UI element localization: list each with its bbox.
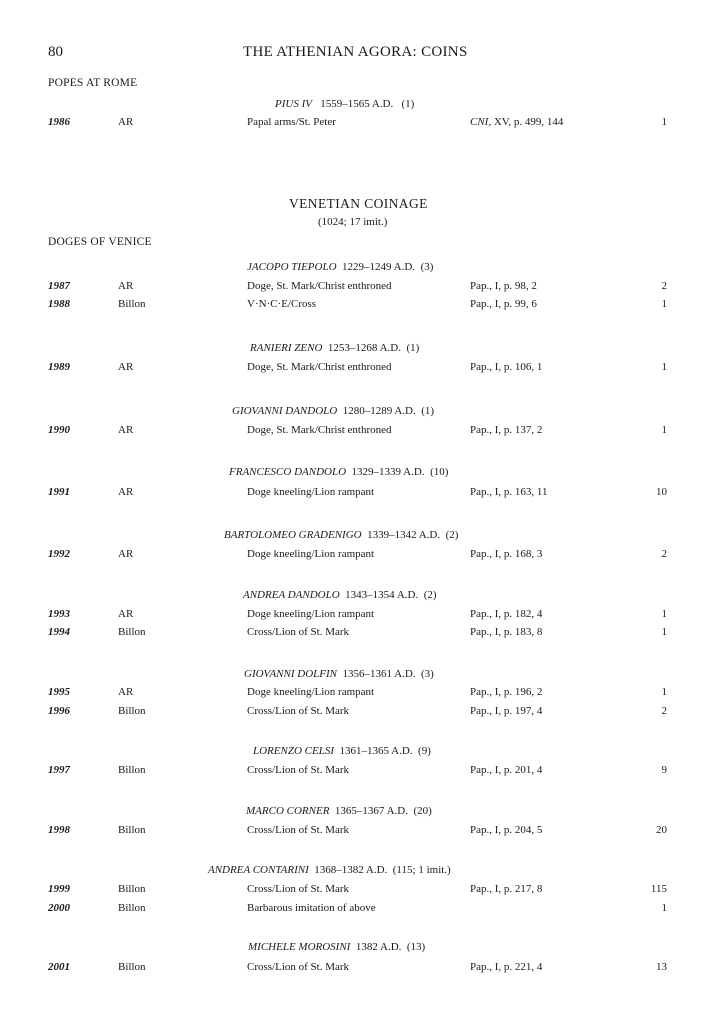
section-subtitle: (1024; 17 imit.) (318, 216, 388, 228)
table-row (0, 280, 719, 298)
description: Cross/Lion of St. Mark (247, 824, 350, 836)
count: 2 (661, 548, 667, 560)
catalog-number: 1999 (48, 883, 70, 895)
reference: Pap., I, p. 137, 2 (470, 424, 543, 436)
ruler-heading (248, 941, 425, 953)
reference: Pap., I, p. 196, 2 (470, 686, 543, 698)
ruler-dates: 1559–1565 A.D. (320, 98, 394, 110)
count: 1 (661, 686, 667, 698)
metal: Billon (118, 961, 146, 973)
table-row (0, 961, 719, 979)
reference: Pap., I, p. 204, 5 (470, 824, 543, 836)
count: 1 (661, 116, 667, 128)
ruler-count: (20) (413, 805, 432, 817)
catalog-number: 1992 (48, 548, 70, 560)
description: Doge, St. Mark/Christ enthroned (247, 280, 392, 292)
catalog-number: 2000 (48, 902, 70, 914)
table-row (0, 608, 719, 626)
ruler-name: RANIERI ZENO (250, 342, 323, 354)
ruler-heading (224, 529, 458, 541)
metal: AR (118, 608, 134, 620)
metal: AR (118, 424, 134, 436)
catalog-number: 1988 (48, 298, 70, 310)
catalog-number: 1987 (48, 280, 70, 292)
section-label-popes: POPES AT ROME (48, 77, 138, 89)
count: 13 (656, 961, 667, 973)
description: Cross/Lion of St. Mark (247, 626, 350, 638)
catalog-number: 2001 (48, 961, 70, 973)
reference: Pap., I, p. 163, 11 (470, 486, 548, 498)
description: Doge kneeling/Lion rampant (247, 486, 375, 498)
ruler-dates: 1368–1382 A.D. (314, 864, 388, 876)
ruler-name: PIUS IV (275, 98, 312, 110)
reference: Pap., I, p. 182, 4 (470, 608, 543, 620)
count: 1 (661, 361, 667, 373)
count: 20 (656, 824, 667, 836)
ruler-heading (246, 805, 432, 817)
ruler-heading (229, 466, 448, 478)
ruler-name: FRANCESCO DANDOLO (229, 466, 347, 478)
metal: AR (118, 116, 134, 128)
ruler-count: (2) (423, 589, 437, 601)
ruler-count: (1) (406, 342, 420, 354)
reference: Pap., I, p. 201, 4 (470, 764, 543, 776)
catalog-number: 1986 (48, 116, 70, 128)
metal: Billon (118, 883, 146, 895)
reference: Pap., I, p. 197, 4 (470, 705, 543, 717)
reference: Pap., I, p. 99, 6 (470, 298, 537, 310)
ruler-dates: 1329–1339 A.D. (351, 466, 425, 478)
metal: AR (118, 486, 134, 498)
table-row (0, 424, 719, 442)
count: 1 (661, 298, 667, 310)
ruler-heading (244, 668, 434, 680)
count: 1 (661, 626, 667, 638)
ruler-name: GIOVANNI DOLFIN (244, 668, 337, 680)
ruler-dates: 1382 A.D. (355, 941, 402, 953)
ruler-name: MARCO CORNER (246, 805, 330, 817)
ruler-dates: 1280–1289 A.D. (342, 405, 416, 417)
ruler-dates: 1253–1268 A.D. (327, 342, 401, 354)
reference-rest: XV, p. 499, 144 (491, 116, 564, 128)
running-title: THE ATHENIAN AGORA: COINS (243, 44, 468, 60)
ruler-count: (9) (418, 745, 431, 757)
count: 1 (661, 902, 667, 914)
description: Papal arms/St. Peter (247, 116, 336, 128)
catalog-number: 1990 (48, 424, 70, 436)
metal: Billon (118, 764, 146, 776)
ruler-count: (13) (406, 941, 426, 953)
description: Cross/Lion of St. Mark (247, 883, 350, 895)
count: 10 (656, 486, 667, 498)
table-row (0, 548, 719, 566)
description: Barbarous imitation of above (247, 902, 376, 914)
description: V·N·C·E/Cross (247, 298, 317, 310)
description: Cross/Lion of St. Mark (247, 705, 350, 717)
table-row (0, 686, 719, 704)
page-number: 80 (48, 44, 63, 60)
catalog-number: 1996 (48, 705, 70, 717)
table-row (0, 824, 719, 842)
description: Cross/Lion of St. Mark (247, 961, 350, 973)
ruler-count: (1) (401, 98, 415, 110)
metal: AR (118, 686, 134, 698)
catalog-number: 1997 (48, 764, 70, 776)
catalog-number: 1989 (48, 361, 70, 373)
ruler-count: (2) (445, 529, 459, 541)
description: Doge kneeling/Lion rampant (247, 686, 375, 698)
reference: Pap., I, p. 183, 8 (470, 626, 543, 638)
table-row (0, 486, 719, 504)
ruler-count: (3) (420, 261, 434, 273)
metal: AR (118, 280, 134, 292)
ruler-count: (3) (421, 668, 434, 680)
ruler-name: BARTOLOMEO GRADENIGO (224, 529, 362, 541)
table-row (0, 298, 719, 316)
count: 1 (661, 424, 667, 436)
ruler-dates: 1365–1367 A.D. (334, 805, 408, 817)
reference: Pap., I, p. 98, 2 (470, 280, 537, 292)
reference (470, 116, 563, 128)
ruler-count: (10) (430, 466, 449, 478)
metal: Billon (118, 705, 146, 717)
catalog-number: 1991 (48, 486, 70, 498)
reference: Pap., I, p. 106, 1 (470, 361, 543, 373)
ruler-dates: 1343–1354 A.D. (345, 589, 419, 601)
description: Cross/Lion of St. Mark (247, 764, 350, 776)
table-row (0, 705, 719, 723)
ruler-name: ANDREA CONTARINI (208, 864, 309, 876)
catalog-number: 1993 (48, 608, 70, 620)
ruler-heading (232, 405, 434, 417)
ruler-name: LORENZO CELSI (253, 745, 334, 757)
metal: Billon (118, 626, 146, 638)
reference-italic: CNI, (470, 116, 492, 128)
catalog-number: 1994 (48, 626, 70, 638)
count: 115 (650, 883, 667, 895)
metal: AR (118, 548, 134, 560)
reference: Pap., I, p. 217, 8 (470, 883, 543, 895)
ruler-heading (250, 342, 419, 354)
metal: Billon (118, 824, 146, 836)
table-row (0, 883, 719, 901)
metal: Billon (118, 298, 146, 310)
table-row (0, 361, 719, 379)
ruler-name: GIOVANNI DANDOLO (232, 405, 338, 417)
count: 2 (661, 280, 667, 292)
reference: Pap., I, p. 168, 3 (470, 548, 543, 560)
metal: Billon (118, 902, 146, 914)
table-row (0, 764, 719, 782)
ruler-count: (115; 1 imit.) (392, 864, 451, 876)
section-label-doges: DOGES OF VENICE (48, 236, 152, 248)
ruler-heading (208, 864, 451, 876)
ruler-heading (275, 98, 414, 110)
reference: Pap., I, p. 221, 4 (470, 961, 543, 973)
description: Doge, St. Mark/Christ enthroned (247, 361, 392, 373)
ruler-heading (247, 261, 433, 273)
ruler-dates: 1229–1249 A.D. (342, 261, 416, 273)
count: 1 (661, 608, 667, 620)
catalog-number: 1995 (48, 686, 70, 698)
ruler-dates: 1339–1342 A.D. (367, 529, 441, 541)
ruler-name: JACOPO TIEPOLO (247, 261, 337, 273)
catalog-number: 1998 (48, 824, 70, 836)
table-row (0, 902, 719, 920)
ruler-heading (243, 589, 437, 601)
count: 9 (661, 764, 667, 776)
table-row (0, 116, 719, 134)
table-row (0, 626, 719, 644)
section-title: VENETIAN COINAGE (289, 196, 428, 211)
ruler-name: MICHELE MOROSINI (248, 941, 351, 953)
description: Doge, St. Mark/Christ enthroned (247, 424, 392, 436)
ruler-count: (1) (421, 405, 435, 417)
description: Doge kneeling/Lion rampant (247, 608, 375, 620)
description: Doge kneeling/Lion rampant (247, 548, 375, 560)
ruler-dates: 1356–1361 A.D. (342, 668, 416, 680)
count: 2 (661, 705, 667, 717)
ruler-name: ANDREA DANDOLO (243, 589, 340, 601)
ruler-dates: 1361–1365 A.D. (339, 745, 413, 757)
ruler-heading (253, 745, 431, 757)
metal: AR (118, 361, 134, 373)
